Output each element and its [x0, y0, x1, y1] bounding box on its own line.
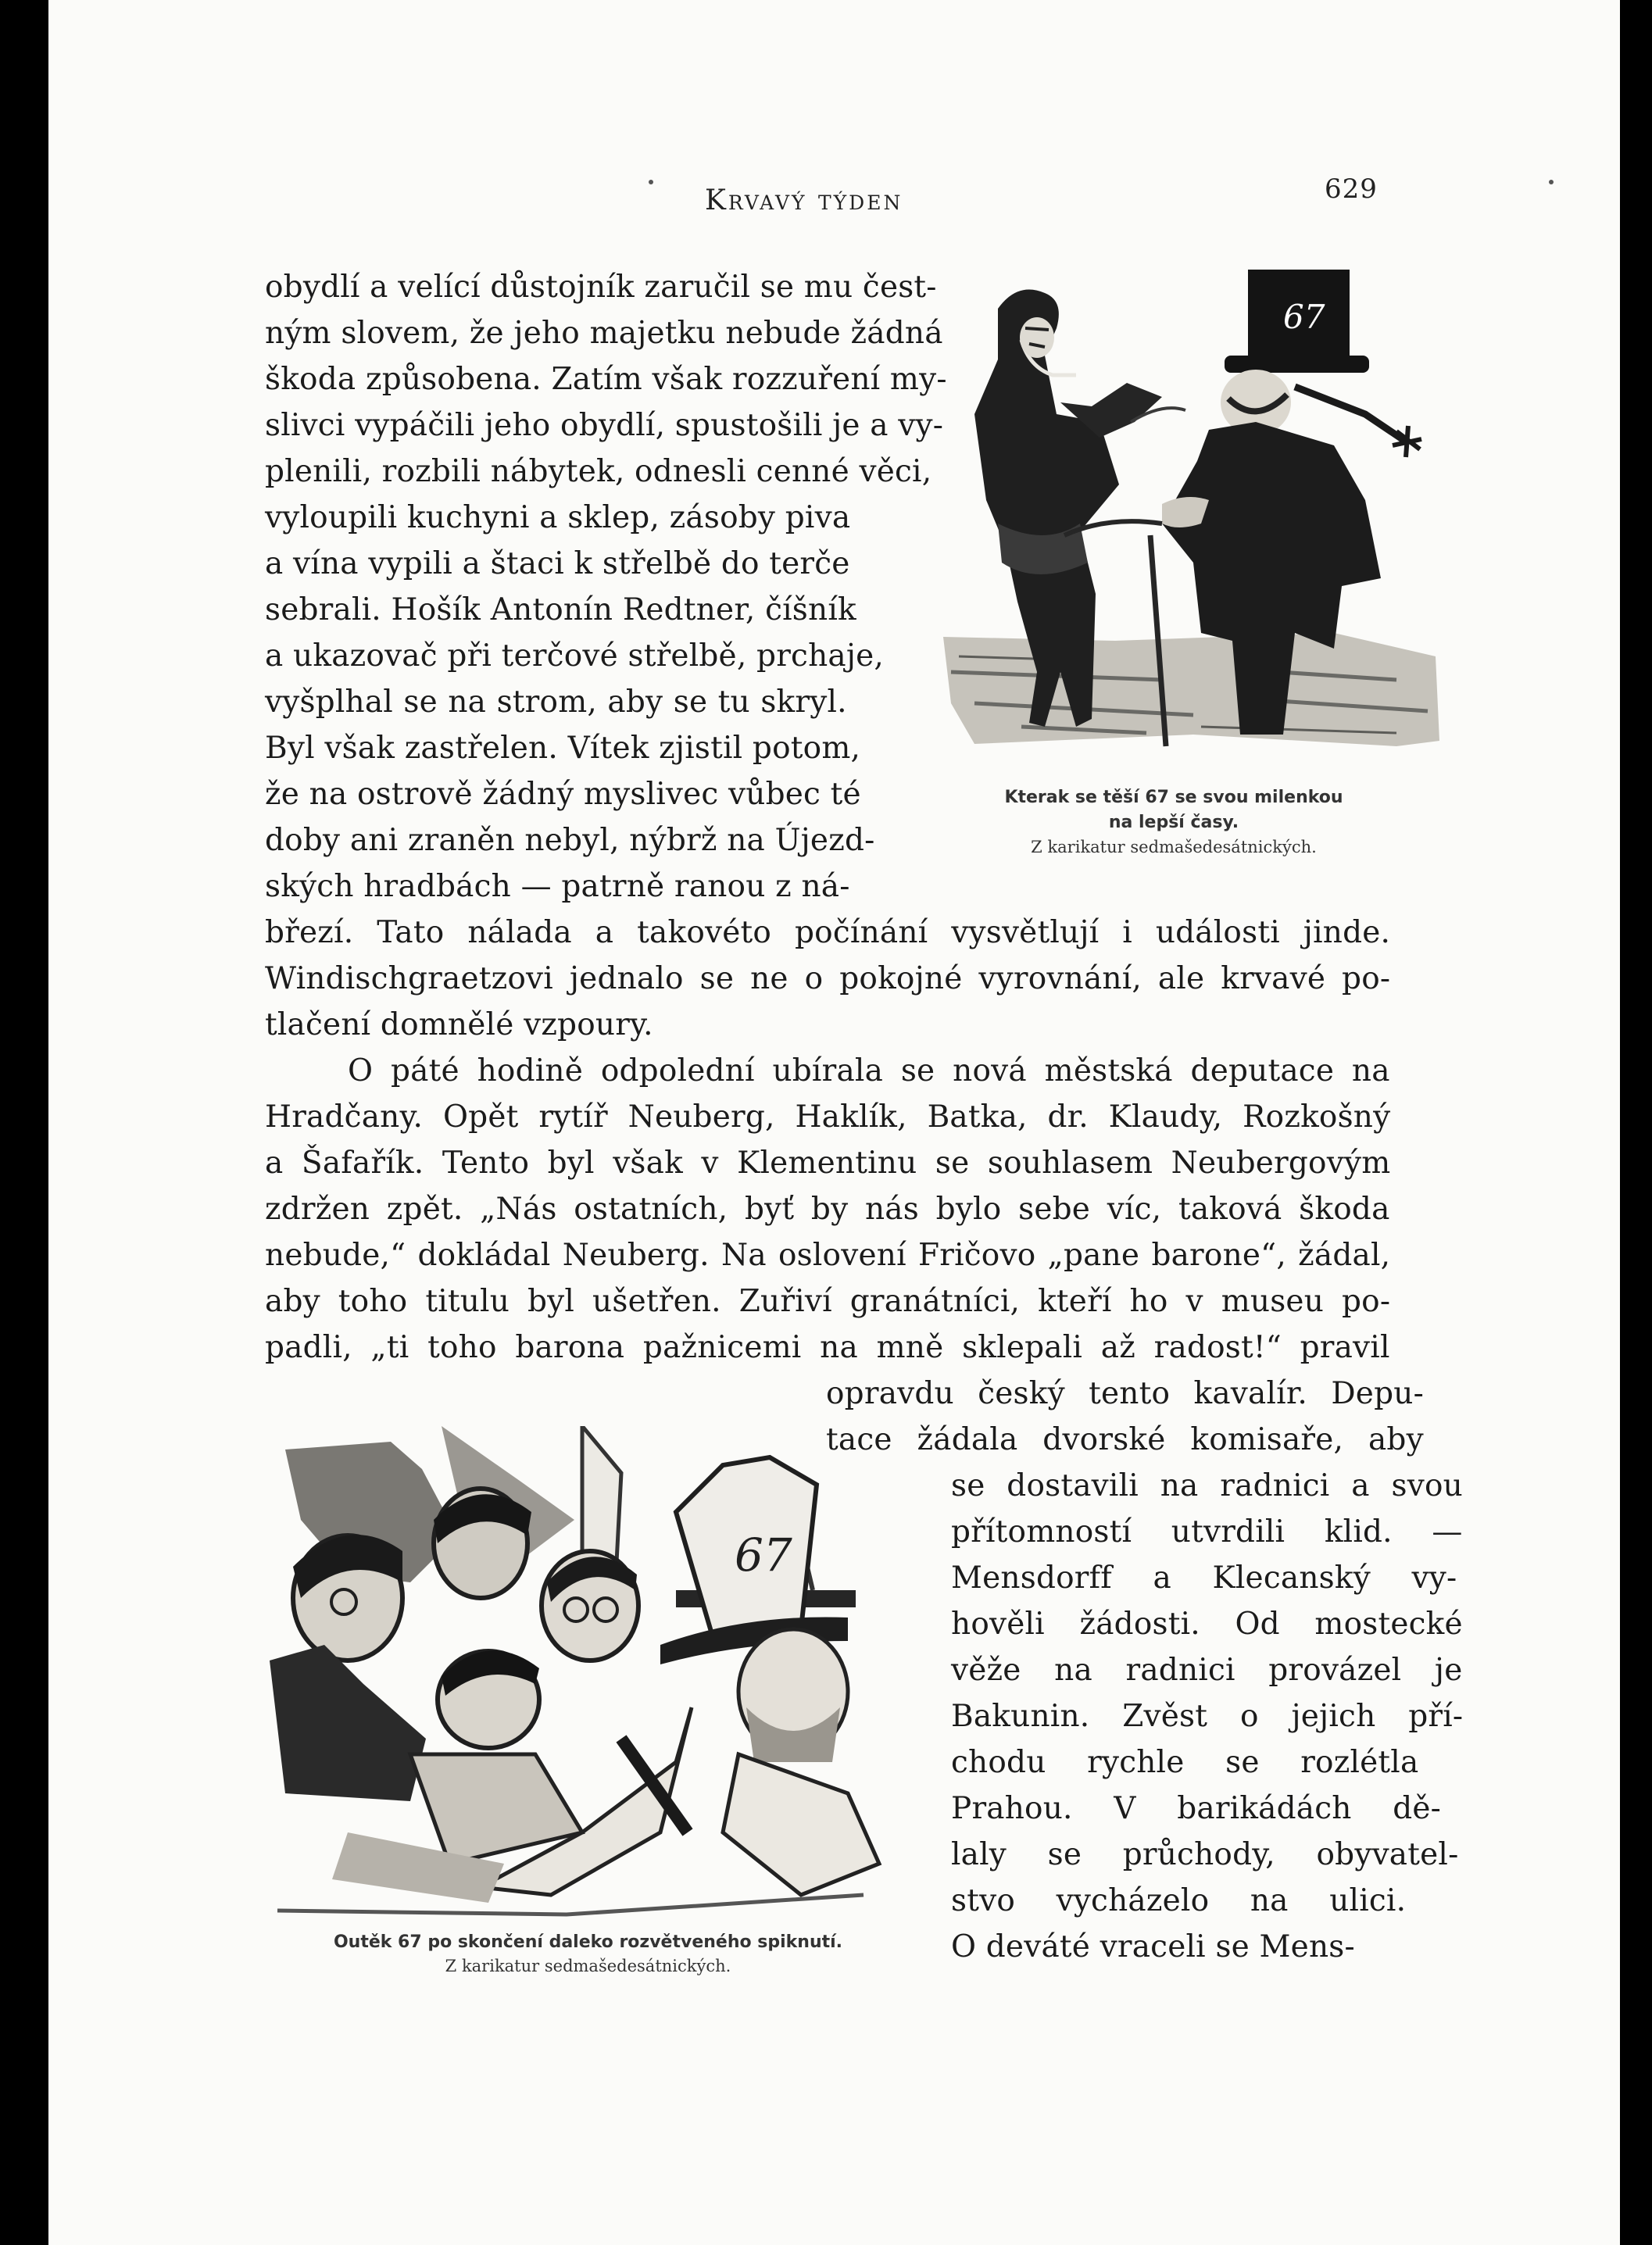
text-line: Hradčany. Opět rytíř Neuberg, Haklík, Batka, dr. Klaudy, Rozkošný [265, 1099, 1391, 1135]
text-line: tace žádala dvorské komisaře, aby [826, 1422, 1424, 1457]
text-line: chodu rychle se rozlétla [951, 1745, 1419, 1780]
text-line: se dostavili na radnici a svou [951, 1468, 1463, 1503]
text-line: padli, „ti toho barona pažnicemi na mně sklepali až radost!“ pravil [265, 1330, 1390, 1365]
caption-top-line-2: na lepší časy. [1108, 813, 1239, 832]
text-line: nebude,“ dokládal Neuberg. Na oslovení Fričovo „pane barone“, žádal, [265, 1238, 1391, 1273]
text-line: slivci vypáčili jeho obydlí, spustošili je a vy- [265, 408, 944, 443]
text-line: doby ani zraněn nebyl, nýbrž na Újezd- [265, 823, 875, 858]
text-line: Windischgraetzovi jednalo se ne o pokojné vyrovnání, ale krvavé po- [265, 961, 1391, 996]
text-line: Bakunin. Zvěst o jejich pří- [951, 1699, 1464, 1734]
page-number: 629 [1325, 173, 1378, 205]
text-line: obydlí a velící důstojník zaručil se mu čest- [265, 270, 937, 305]
text-line: laly se průchody, obyvatel- [951, 1837, 1459, 1872]
print-speck [1549, 180, 1554, 184]
illustration-couple [928, 266, 1443, 758]
caption-bottom-line-1: Outěk 67 po skončení daleko rozvětveného spiknutí. [333, 1932, 843, 1952]
print-speck [649, 180, 653, 184]
text-line: a ukazovač při terčové střelbě, prchaje, [265, 638, 885, 674]
text-line: opravdu český tento kavalír. Depu- [826, 1376, 1424, 1411]
text-line: stvo vycházelo na ulici. [951, 1883, 1407, 1918]
text-line: sebrali. Hošík Antonín Redtner, číšník [265, 592, 856, 627]
running-head: Krvavý týden [705, 184, 903, 216]
text-line: Prahou. V barikádách dě- [951, 1791, 1442, 1826]
hat-number-label-bottom: 67 [735, 1528, 792, 1582]
caption-top-line-1: Kterak se těší 67 se svou milenkou [1004, 788, 1343, 807]
text-line: plenili, rozbili nábytek, odnesli cenné věci, [265, 454, 932, 489]
text-line: ských hradbách — patrně ranou z ná- [265, 869, 850, 904]
text-line: březí. Tato nálada a takovéto počínání vysvětlují i události jinde. [265, 915, 1391, 950]
text-line: vyloupili kuchyni a sklep, zásoby piva [265, 500, 851, 535]
text-line: Mensdorff a Klecanský vy- [951, 1560, 1457, 1596]
text-line: a vína vypili a štaci k střelbě do terče [265, 546, 850, 581]
book-page [48, 0, 1620, 2245]
text-line: zdržen zpět. „Nás ostatních, byť by nás bylo sebe víc, taková škoda [265, 1192, 1390, 1227]
text-line: přítomností utvrdili klid. — [951, 1514, 1463, 1550]
text-line: ným slovem, že jeho majetku nebude žádná [265, 316, 943, 351]
text-line: O deváté vraceli se Mens- [951, 1929, 1355, 1964]
text-line: že na ostrově žádný myslivec vůbec té [265, 777, 861, 812]
text-line: věže na radnici provázel je [951, 1653, 1463, 1688]
text-line: Byl však zastřelen. Vítek zjistil potom, [265, 731, 861, 766]
text-line: škoda způsobena. Zatím však rozzuření my- [265, 362, 947, 397]
text-line: a Šafařík. Tento byl však v Klementinu se souhlasem Neubergovým [265, 1146, 1391, 1181]
illustration-group [254, 1426, 922, 1926]
hat-number-label: 67 [1283, 298, 1325, 336]
text-line: hověli žádosti. Od mostecké [951, 1607, 1463, 1642]
text-line: vyšplhal se na strom, aby se tu skryl. [265, 685, 847, 720]
text-line: tlačení domnělé vzpoury. [265, 1007, 653, 1042]
caption-bottom-line-2: Z karikatur sedmašedesátnických. [445, 1957, 731, 1975]
text-line: aby toho titulu byl ušetřen. Zuřiví granátníci, kteří ho v museu po- [265, 1284, 1391, 1319]
caption-top-line-3: Z karikatur sedmašedesátnických. [1031, 838, 1317, 856]
text-line: O páté hodině odpolední ubírala se nová městská deputace na [348, 1053, 1390, 1089]
